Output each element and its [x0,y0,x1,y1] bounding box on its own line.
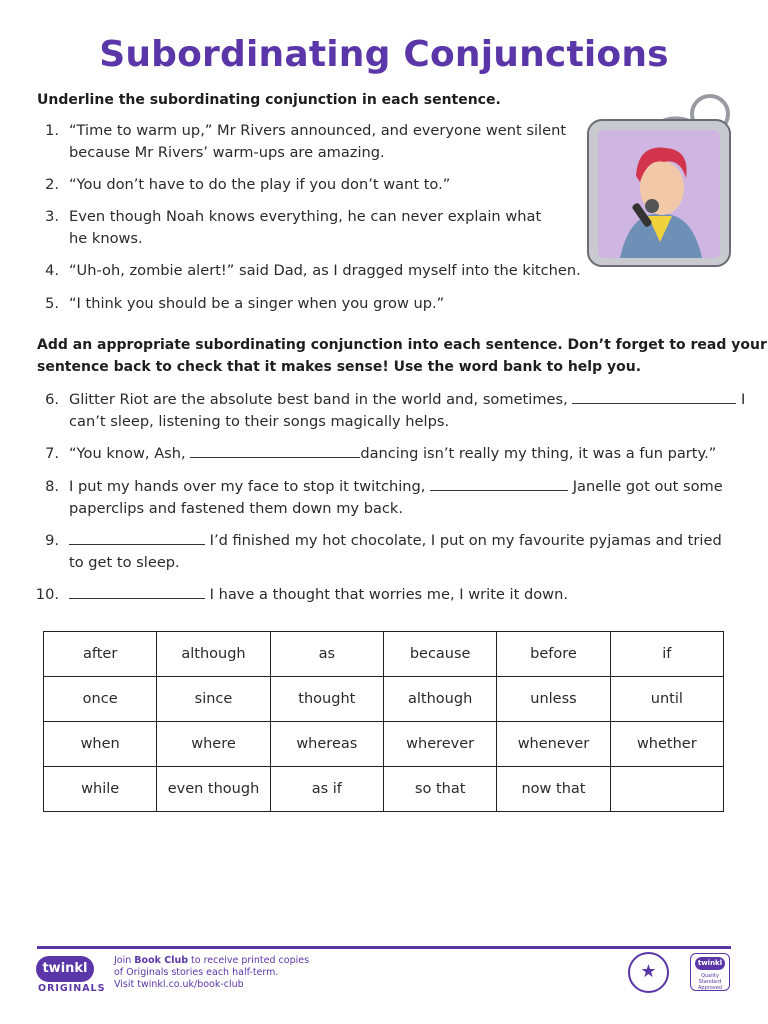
logo-subtext: ORIGINALS [38,983,106,994]
word-bank-row [44,632,724,677]
page-title: Subordinating Conjunctions [99,34,669,75]
word-bank-cell: as if [270,767,383,812]
question-text: can’t sleep, listening to their songs magically helps. [69,413,450,430]
question-text: I [736,391,746,408]
question-text: “You don’t have to do the play if you don’t want to.” [69,176,451,193]
word-bank-cell: wherever [383,722,496,767]
instruction-underline: Underline the subordinating conjunction in each sentence. [37,92,501,108]
word-bank-cell: when [44,722,157,767]
question-text: because Mr Rivers’ warm-ups are amazing. [69,144,385,161]
answer-blank[interactable] [190,444,360,458]
question-number: 9. [45,532,59,549]
question-text: he knows. [69,230,143,247]
note-prefix: Join [114,955,135,966]
word-bank-cell: now that [497,767,610,812]
footer-divider [37,946,731,949]
note-line3: Visit twinkl.co.uk/book-club [114,979,244,990]
keyring-illustration [580,92,740,272]
question-text: I’d finished my hot chocolate, I put on my favourite pyjamas and tried [205,532,722,549]
book-club-note [114,955,334,991]
answer-blank[interactable] [572,390,736,404]
question-number: 2. [45,176,59,193]
badge-title: twinkl [695,957,725,970]
word-bank-cell: before [497,632,610,677]
logo-text: twinkl [42,961,88,976]
question-number: 1. [45,122,59,139]
word-bank-cell: once [44,677,157,722]
question-text: paperclips and fastened them down my back. [69,500,404,517]
question-number: 5. [45,295,59,312]
question-number: 7. [45,445,59,462]
question-text: I put my hands over my face to stop it twitching, [69,478,431,495]
note-line2: of Originals stories each half-term. [114,967,279,978]
word-bank-row [44,677,724,722]
question-text: dancing isn’t really my thing, it was a fun party.” [360,445,717,462]
word-bank-cell: so that [383,767,496,812]
word-bank-cell: even though [157,767,270,812]
twinkl-originals-logo [36,956,106,996]
question-text: “You know, Ash, [69,445,191,462]
word-bank-cell: where [157,722,270,767]
word-bank-cell [610,767,723,812]
question-text: “Uh-oh, zombie alert!” said Dad, as I dragged myself into the kitchen. [69,262,581,279]
word-bank-table [43,631,724,812]
book-club-link[interactable]: Book Club [134,955,189,966]
word-bank-cell: until [610,677,723,722]
question-number: 8. [45,478,59,495]
question-number: 4. [45,262,59,279]
star-icon: ★ [628,952,669,993]
answer-blank[interactable] [430,477,568,491]
word-bank-cell: whenever [497,722,610,767]
word-bank-row [44,767,724,812]
question-text: “Time to warm up,” Mr Rivers announced, and everyone went silent [69,122,567,139]
question-number: 6. [45,391,59,408]
word-bank-cell: as [270,632,383,677]
question-text: Janelle got out some [568,478,723,495]
quality-badge-icon [690,953,730,991]
word-bank-cell: if [610,632,723,677]
answer-blank[interactable] [69,585,205,599]
word-bank-cell: after [44,632,157,677]
word-bank-cell: while [44,767,157,812]
question-number: 10. [35,586,59,603]
instruction-fill-line1: Add an appropriate subordinating conjunction into each sentence. Don’t forget to read your [37,337,767,353]
question-text: “I think you should be a singer when you grow up.” [69,295,445,312]
question-text: Even though Noah knows everything, he can never explain what [69,208,542,225]
word-bank-cell: because [383,632,496,677]
question-text: I have a thought that worries me, I write it down. [205,586,568,603]
question-text: Glitter Riot are the absolute best band in the world and, sometimes, [69,391,573,408]
question-text: to get to sleep. [69,554,180,571]
word-bank-cell: since [157,677,270,722]
answer-blank[interactable] [69,531,205,545]
word-bank-cell: although [383,677,496,722]
word-bank-row [44,722,724,767]
instruction-fill-line2: sentence back to check that it makes sense! Use the word bank to help you. [37,359,642,375]
word-bank-cell: whereas [270,722,383,767]
word-bank-cell: although [157,632,270,677]
badge-text: Quality Standard Approved [698,973,722,991]
question-number: 3. [45,208,59,225]
word-bank-cell: unless [497,677,610,722]
word-bank-cell: thought [270,677,383,722]
word-bank-cell: whether [610,722,723,767]
note-suffix: to receive printed copies [188,955,310,966]
